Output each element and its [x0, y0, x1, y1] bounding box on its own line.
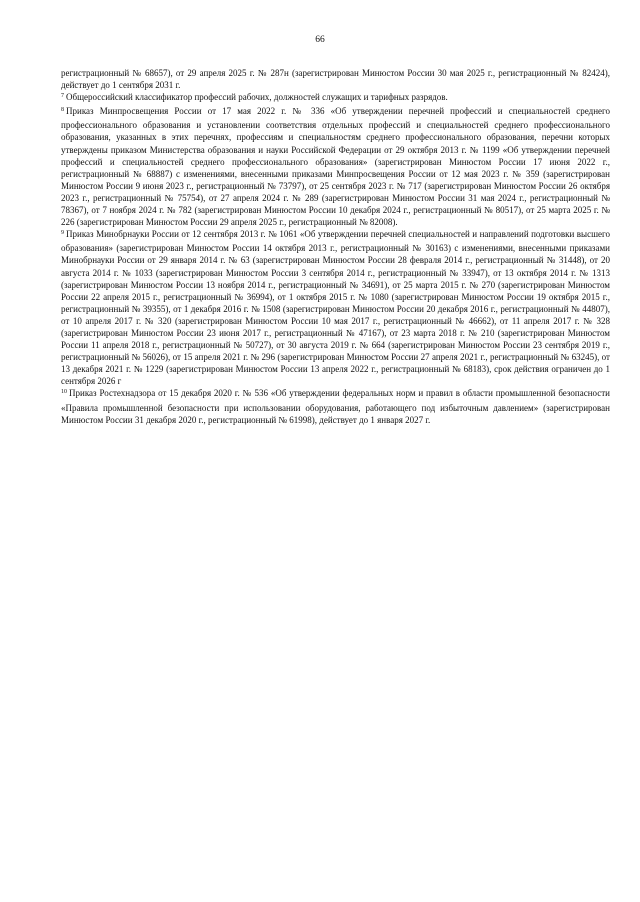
footnote-marker: 8	[61, 107, 64, 114]
footnote-marker: 7	[61, 93, 64, 100]
footnote-marker: 9	[61, 230, 64, 237]
footnote-7	[61, 91, 610, 105]
footnote-text: Приказ Ростехнадзора от 15 декабря 2020 г. № 536 «Об утверждении федеральных норм и правил в области промышленной безопасности «Правила промышленной безопасности при использовании оборудования, работающего под избыточным давлением» (зарегистрирован Минюстом России 31 декабря 2020 г., регистрационный № 61998), действует до 1 января 2027 г.	[61, 388, 610, 425]
footnote-10	[61, 387, 610, 425]
page-number: 66	[315, 35, 325, 45]
footnote-9	[61, 228, 610, 387]
footnote-text: Приказ Минобрнауки России от 12 сентября 2013 г. № 1061 «Об утверждении перечней специальностей и направлений подготовки высшего образования» (зарегистрирован Минюстом России 14 октября 2013 г., регистрационный № 30163) с изменениями, внесенными приказами Минобрнауки России от 29 января 2014 г. № 63 (зарегистрирован Минюстом России 28 февраля 2014 г., регистрационный № 31448), от 20 августа 2014 г. № 1033 (зарегистрирован Минюстом России 3 сентября 2014 г., регистрационный № 33947), от 13 октября 2014 г. № 1313 (зарегистрирован Минюстом России 13 ноября 2014 г., регистрационный № 34691), от 25 марта 2015 г. № 270 (зарегистрирован Минюстом России 22 апреля 2015 г., регистрационный № 36994), от 1 октября 2015 г. № 1080 (зарегистрирован Минюстом России 19 октября 2015 г., регистрационный № 39355), от 1 декабря 2016 г. № 1508 (зарегистрирован Минюстом России 20 декабря 2016 г., регистрационный № 44807), от 10 апреля 2017 г. № 320 (зарегистрирован Минюстом России 10 мая 2017 г., регистрационный № 46662), от 11 апреля 2017 г. № 328 (зарегистрирован Минюстом России 23 июня 2017 г., регистрационный № 47167), от 23 марта 2018 г. № 210 (зарегистрирован Минюстом России 11 апреля 2018 г., регистрационный № 50727), от 30 августа 2019 г. № 664 (зарегистрирован Минюстом России 23 сентября 2019 г., регистрационный № 56026), от 15 апреля 2021 г. № 296 (зарегистрирован Минюстом России 27 апреля 2021 г., регистрационный № 63245), от 13 декабря 2021 г. № 1229 (зарегистрирован Минюстом России 13 апреля 2022 г., регистрационный № 68183), срок действия ограничен до 1 сентября 2026 г	[61, 229, 610, 387]
footnote-text: Общероссийский классификатор профессий рабочих, должностей служащих и тарифных разрядов.	[66, 92, 448, 103]
footnote-text: Приказ Минпросвещения России от 17 мая 2022 г. № 336 «Об утверждении перечней профессий и специальностей среднего профессионального образования и установлении соответствия отдельных профессий и специальностей среднего профессионального образования, указанных в этих перечнях, профессиям и специальностям среднего профессионального образования, перечни которых утверждены приказом Министерства образования и науки Российской Федерации от 29 октября 2013 г. № 1199 «Об утверждении перечней профессий и специальностей среднего профессионального образования» (зарегистрирован Минюстом России 17 июня 2022 г., регистрационный № 68887) с изменениями, внесенными приказами Минпросвещения России от 12 мая 2023 г. № 359 (зарегистрирован Минюстом России 9 июня 2023 г., регистрационный № 73797), от 25 сентября 2023 г. № 717 (зарегистрирован Минюстом России 26 октября 2023 г., регистрационный № 75754), от 27 апреля 2024 г. № 289 (зарегистрирован Минюстом России 31 мая 2024 г., регистрационный № 78367), от 7 ноября 2024 г. № 782 (зарегистрирован Минюстом России 10 декабря 2024 г., регистрационный № 80517), от 25 марта 2025 г. № 226 (зарегистрирован Минюстом России 29 апреля 2025 г., регистрационный № 82008).	[61, 106, 610, 228]
footnote-continuation	[61, 67, 610, 91]
footnotes-block	[61, 67, 610, 426]
footnote-marker: 10	[61, 389, 67, 396]
footnote-text: регистрационный № 68657), от 29 апреля 2025 г. № 287н (зарегистрирован Минюстом России 30 мая 2025 г., регистрационный № 82424), действует до 1 сентября 2031 г.	[61, 68, 610, 91]
footnote-8	[61, 105, 610, 228]
